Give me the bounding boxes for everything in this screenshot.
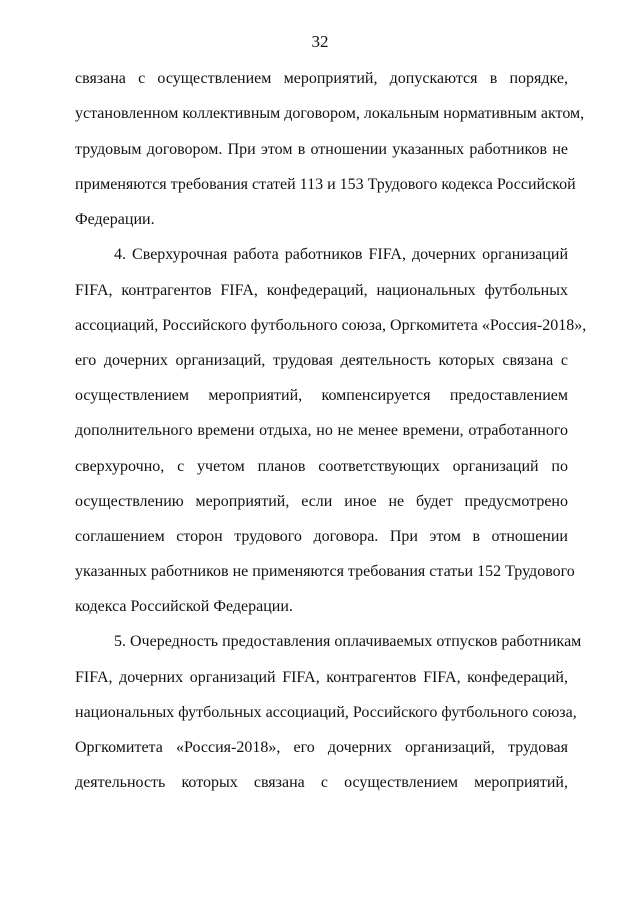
text-line: FIFA, дочерних организаций FIFA, контрагентов FIFA, конфедераций,	[75, 669, 568, 686]
paragraph-4-first-line: 4. Сверхурочная работа работников FIFA, дочерних организаций	[114, 246, 568, 263]
text-line: FIFA, контрагентов FIFA, конфедераций, национальных футбольных	[75, 282, 568, 299]
text-line: дополнительного времени отдыха, но не менее времени, отработанного	[75, 422, 568, 439]
text-line: соглашением сторон трудового договора. При этом в отношении	[75, 528, 568, 545]
text-line: Оргкомитета «Россия-2018», его дочерних организаций, трудовая	[75, 739, 568, 756]
text-line: осуществлению мероприятий, если иное не будет предусмотрено	[75, 493, 568, 510]
text-line: кодекса Российской Федерации.	[75, 598, 293, 615]
text-line: трудовым договором. При этом в отношении указанных работников не	[75, 141, 568, 158]
text-line: деятельность которых связана с осуществлением мероприятий,	[75, 774, 568, 791]
text-line: сверхурочно, с учетом планов соответствующих организаций по	[75, 458, 568, 475]
text-line: установленном коллективным договором, локальным нормативным актом,	[75, 105, 585, 122]
text-line: его дочерних организаций, трудовая деятельность которых связана с	[75, 352, 568, 369]
text-line: национальных футбольных ассоциаций, Российского футбольного союза,	[75, 704, 577, 721]
text-line: Федерации.	[75, 211, 155, 228]
text-line: осуществлением мероприятий, компенсируется предоставлением	[75, 387, 568, 404]
text-line: ассоциаций, Российского футбольного союза, Оргкомитета «Россия-2018»,	[75, 317, 587, 334]
text-line: применяются требования статей 113 и 153 Трудового кодекса Российской	[75, 176, 576, 193]
text-line: связана с осуществлением мероприятий, допускаются в порядке,	[75, 70, 568, 87]
page-number: 32	[311, 32, 329, 51]
text-line: указанных работников не применяются требования статьи 152 Трудового	[75, 563, 575, 580]
paragraph-5-first-line: 5. Очередность предоставления оплачиваемых отпусков работникам	[114, 633, 582, 650]
